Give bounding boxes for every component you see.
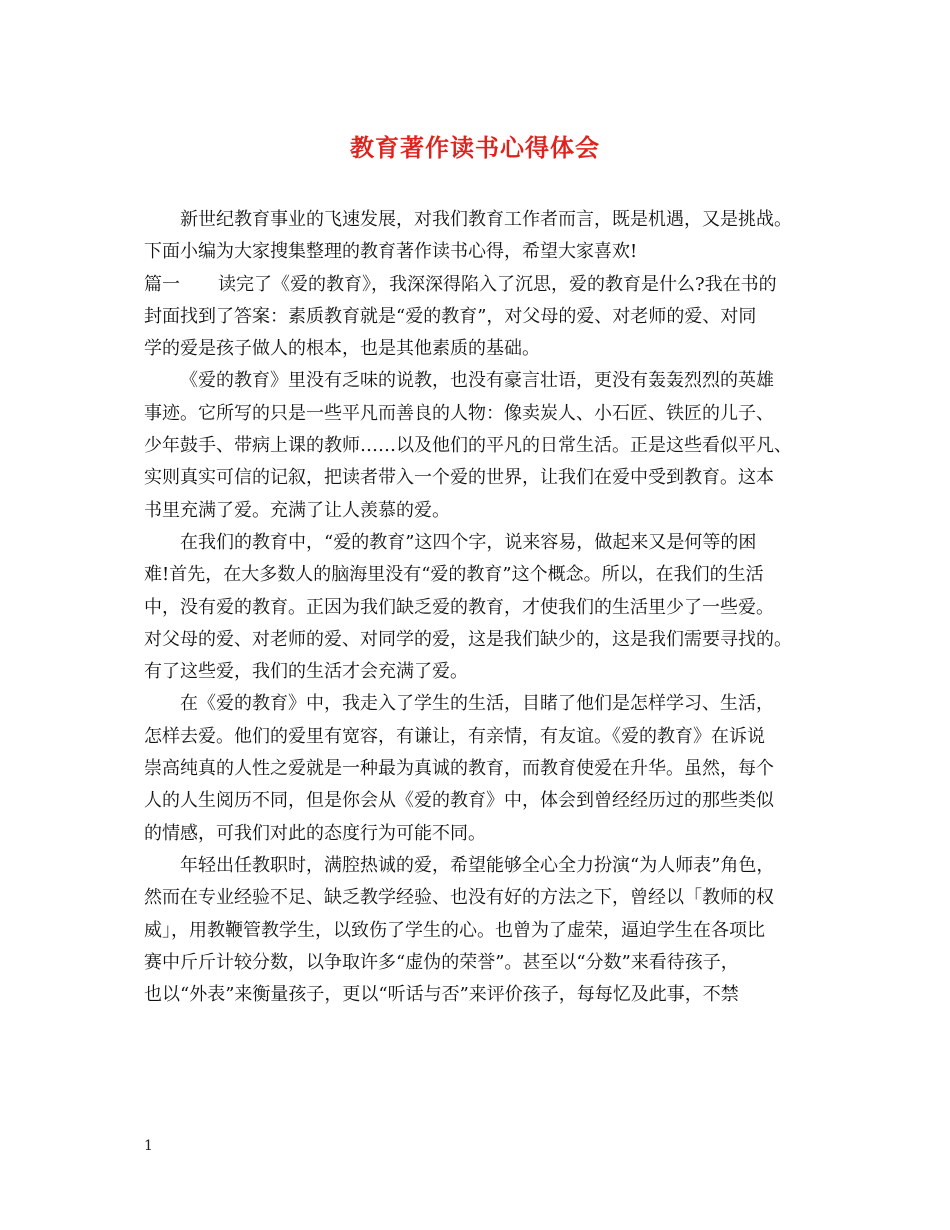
section-first-line	[144, 269, 814, 301]
paragraph-line: 然而在专业经验不足、缺乏教学经验、也没有好的方法之下，曾经以「教师的权	[144, 887, 774, 909]
paragraph-line: 对父母的爱、对老师的爱、对同学的爱，这是我们缺少的，这是我们需要寻找的。	[144, 628, 792, 650]
paragraph-line: 人的人生阅历不同，但是你会从《爱的教育》中，体会到曾经经历过的那些类似	[144, 790, 774, 812]
paragraph-line: 威」，用教鞭管教学生，以致伤了学生的心。也曾为了虚荣，逼迫学生在各项比	[144, 919, 765, 941]
paragraph-line: 学的爱是孩子做人的根本，也是其他素质的基础。	[144, 338, 540, 360]
paragraph-line: 封面找到了答案：素质教育就是“爱的教育”，对父母的爱、对老师的爱、对同	[144, 305, 757, 327]
paragraph-line: 赛中斤斤计较分数，以争取许多“虚伪的荣誉”。甚至以“分数”来看待孩子，	[144, 951, 739, 973]
paragraph-line: 新世纪教育事业的飞速发展，对我们教育工作者而言，既是机遇，又是挑战。	[180, 209, 792, 230]
paragraph-line: 少年鼓手、带病上课的教师……以及他们的平凡的日常生活。正是这些看似平凡、	[144, 435, 792, 457]
paragraph-line: 《爱的教育》里没有乏味的说教，也没有豪言壮语，更没有轰轰烈烈的英雄	[180, 370, 774, 392]
paragraph-line: 读完了《爱的教育》，我深深得陷入了沉思，爱的教育是什么?我在书的	[218, 273, 777, 295]
paragraph-line: 怎样去爱。他们的爱里有宽容，有谦让，有亲情，有友谊。《爱的教育》在诉说	[144, 725, 765, 747]
paragraph-line: 有了这些爱，我们的生活才会充满了爱。	[144, 661, 468, 683]
paragraph-line: 在《爱的教育》中，我走入了学生的生活，目睹了他们是怎样学习、生活，	[180, 693, 774, 715]
paragraph-line: 年轻出任教职时，满腔热诚的爱，希望能够全心全力扮演“为人师表”角色，	[180, 854, 775, 876]
paragraph-line: 书里充满了爱。充满了让人羡慕的爱。	[144, 499, 450, 521]
section-label: 篇一	[144, 273, 180, 295]
page-number: 1	[144, 1138, 153, 1154]
document-body	[144, 204, 814, 1011]
document-title: 教育著作读书心得体会	[350, 133, 600, 162]
paragraph-line: 实则真实可信的记叙，把读者带入一个爱的世界，让我们在爱中受到教育。这本	[144, 467, 774, 489]
paragraph-line: 在我们的教育中，“爱的教育”这四个字，说来容易，做起来又是何等的困	[180, 531, 757, 553]
paragraph-line: 难!首先，在大多数人的脑海里没有“爱的教育”这个概念。所以，在我们的生活	[144, 564, 764, 586]
paragraph-line: 事迹。它所写的只是一些平凡而善良的人物：像卖炭人、小石匠、铁匠的儿子、	[144, 402, 774, 424]
paragraph-line: 的情感，可我们对此的态度行为可能不同。	[144, 822, 486, 844]
paragraph-line: 下面小编为大家搜集整理的教育著作读书心得，希望大家喜欢!	[144, 241, 638, 263]
paragraph-line: 也以“外表”来衡量孩子，更以“听话与否”来评价孩子，每每忆及此事，不禁	[144, 984, 739, 1006]
paragraph-line: 中，没有爱的教育。正因为我们缺乏爱的教育，才使我们的生活里少了一些爱。	[144, 596, 774, 618]
paragraph-line: 崇高纯真的人性之爱就是一种最为真诚的教育，而教育使爱在升华。虽然，每个	[144, 758, 774, 780]
